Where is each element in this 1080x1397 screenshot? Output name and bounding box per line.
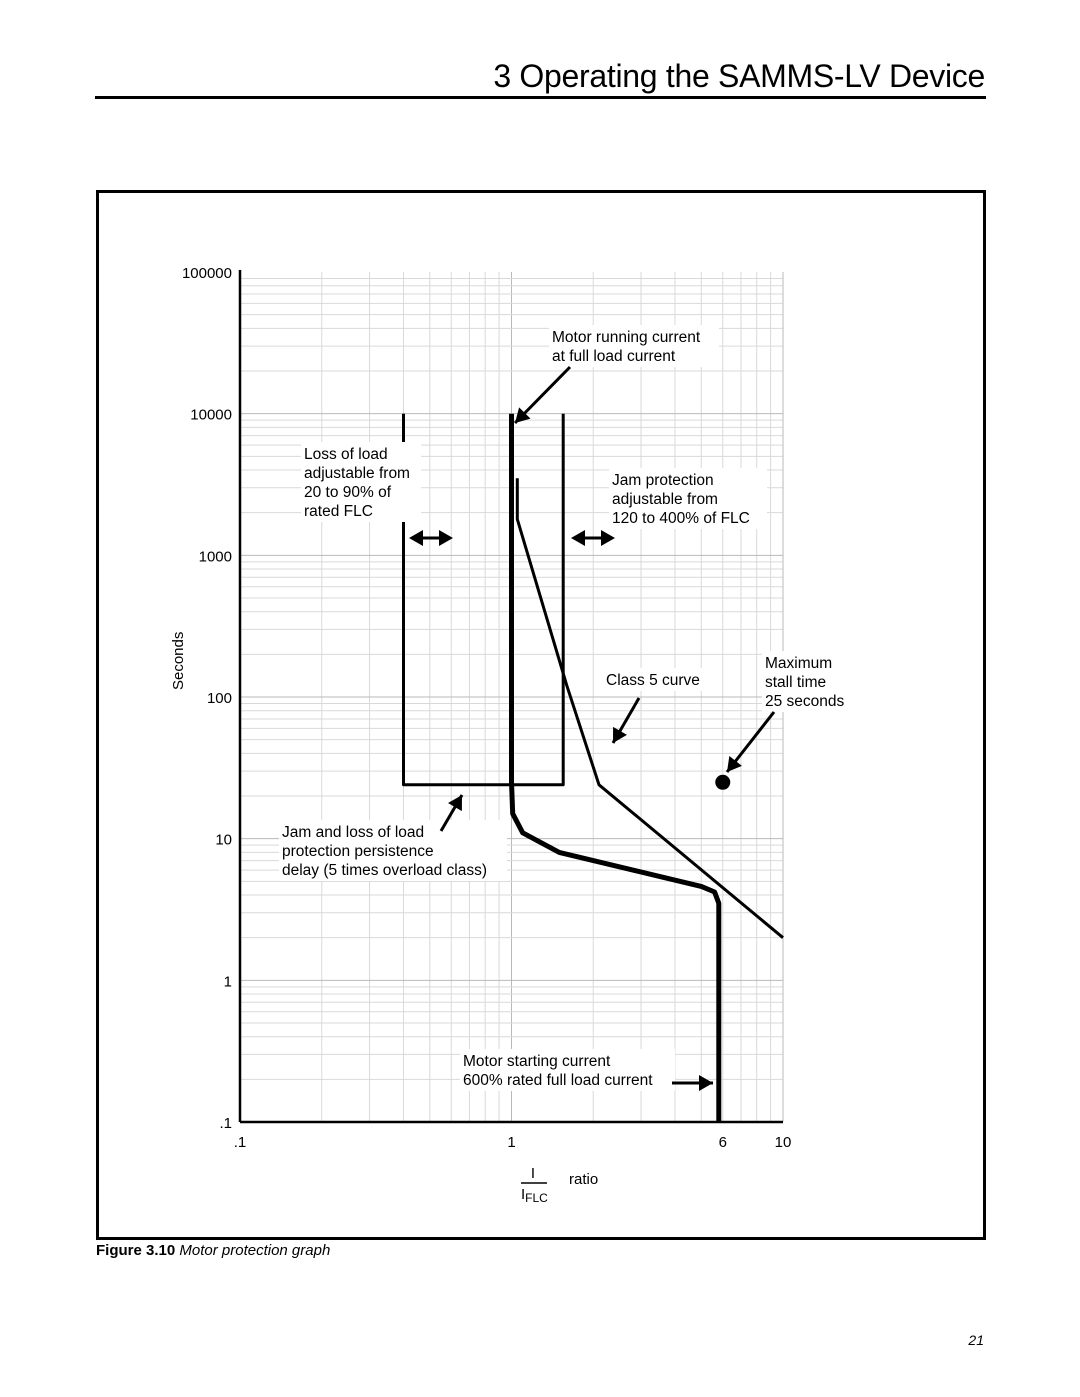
annotation-loss_of_load-line: adjustable from — [304, 465, 410, 482]
arrow-loss-of-load-adjust-head-left — [409, 530, 423, 546]
arrow-starting-head — [699, 1075, 713, 1091]
y-tick-label: 1 — [223, 973, 232, 991]
annotation-loss_of_load-line: rated FLC — [304, 503, 373, 520]
x-axis-label-numerator: I — [530, 1165, 536, 1182]
page-number: 21 — [968, 1332, 984, 1348]
chart-annotations — [279, 325, 854, 1091]
x-axis-label-subscript: FLC — [525, 1191, 548, 1205]
annotation-jam_protection-line: adjustable from — [612, 491, 718, 508]
arrow-jam-adjust-head-left — [571, 530, 585, 546]
annotation-max_stall-line: stall time — [765, 674, 827, 691]
x-tick-label: 10 — [774, 1134, 792, 1151]
caption-text: Motor protection graph — [179, 1242, 331, 1259]
annotation-starting-line: Motor starting current — [463, 1053, 611, 1070]
x-tick-label: .1 — [233, 1134, 247, 1151]
arrow-jam-adjust-head-right — [601, 530, 615, 546]
figure-caption — [96, 1242, 330, 1259]
annotation-loss_of_load-line: 20 to 90% of — [304, 484, 392, 501]
x-tick-label: 6 — [718, 1134, 727, 1151]
annotation-starting-line: 600% rated full load current — [463, 1072, 653, 1089]
annotation-motor_running-line: Motor running current — [552, 329, 701, 346]
annotation-persistence-line: protection persistence — [282, 843, 434, 860]
arrow-max-stall-head — [727, 756, 742, 772]
annotation-loss_of_load-line: Loss of load — [304, 446, 388, 463]
annotation-persistence-line: delay (5 times overload class) — [282, 862, 488, 879]
annotation-jam_protection-line: Jam protection — [612, 472, 714, 489]
annotation-max_stall-line: 25 seconds — [765, 693, 845, 710]
x-tick-label: 1 — [507, 1134, 516, 1151]
y-tick-label: 1000 — [198, 548, 232, 566]
annotation-max_stall-line: Maximum — [765, 655, 833, 672]
annotation-class5-line: Class 5 curve — [606, 672, 700, 689]
annotation-persistence-line: Jam and loss of load — [282, 824, 425, 841]
y-tick-label: 10 — [215, 831, 232, 849]
series-class5_curve — [517, 478, 783, 937]
annotation-motor_running-line: at full load current — [552, 348, 676, 365]
y-axis-label: Seconds — [170, 631, 187, 691]
y-tick-label: 100 — [206, 690, 232, 707]
caption-number: Figure 3.10 — [96, 1242, 176, 1259]
y-tick-label: 100000 — [181, 265, 232, 282]
x-axis-label-denominator: $I_{FLC}$ — [520, 1186, 548, 1205]
y-tick-label: .1 — [219, 1115, 232, 1132]
page-header-title: 3 Operating the SAMMS-LV Device — [493, 58, 985, 94]
y-tick-label: 10000 — [190, 406, 232, 424]
x-axis-label-suffix: ratio — [568, 1171, 599, 1188]
series-loss_of_load — [404, 414, 564, 785]
annotation-jam_protection-line: 120 to 400% of FLC — [612, 510, 750, 527]
point-max_stall — [715, 775, 730, 790]
